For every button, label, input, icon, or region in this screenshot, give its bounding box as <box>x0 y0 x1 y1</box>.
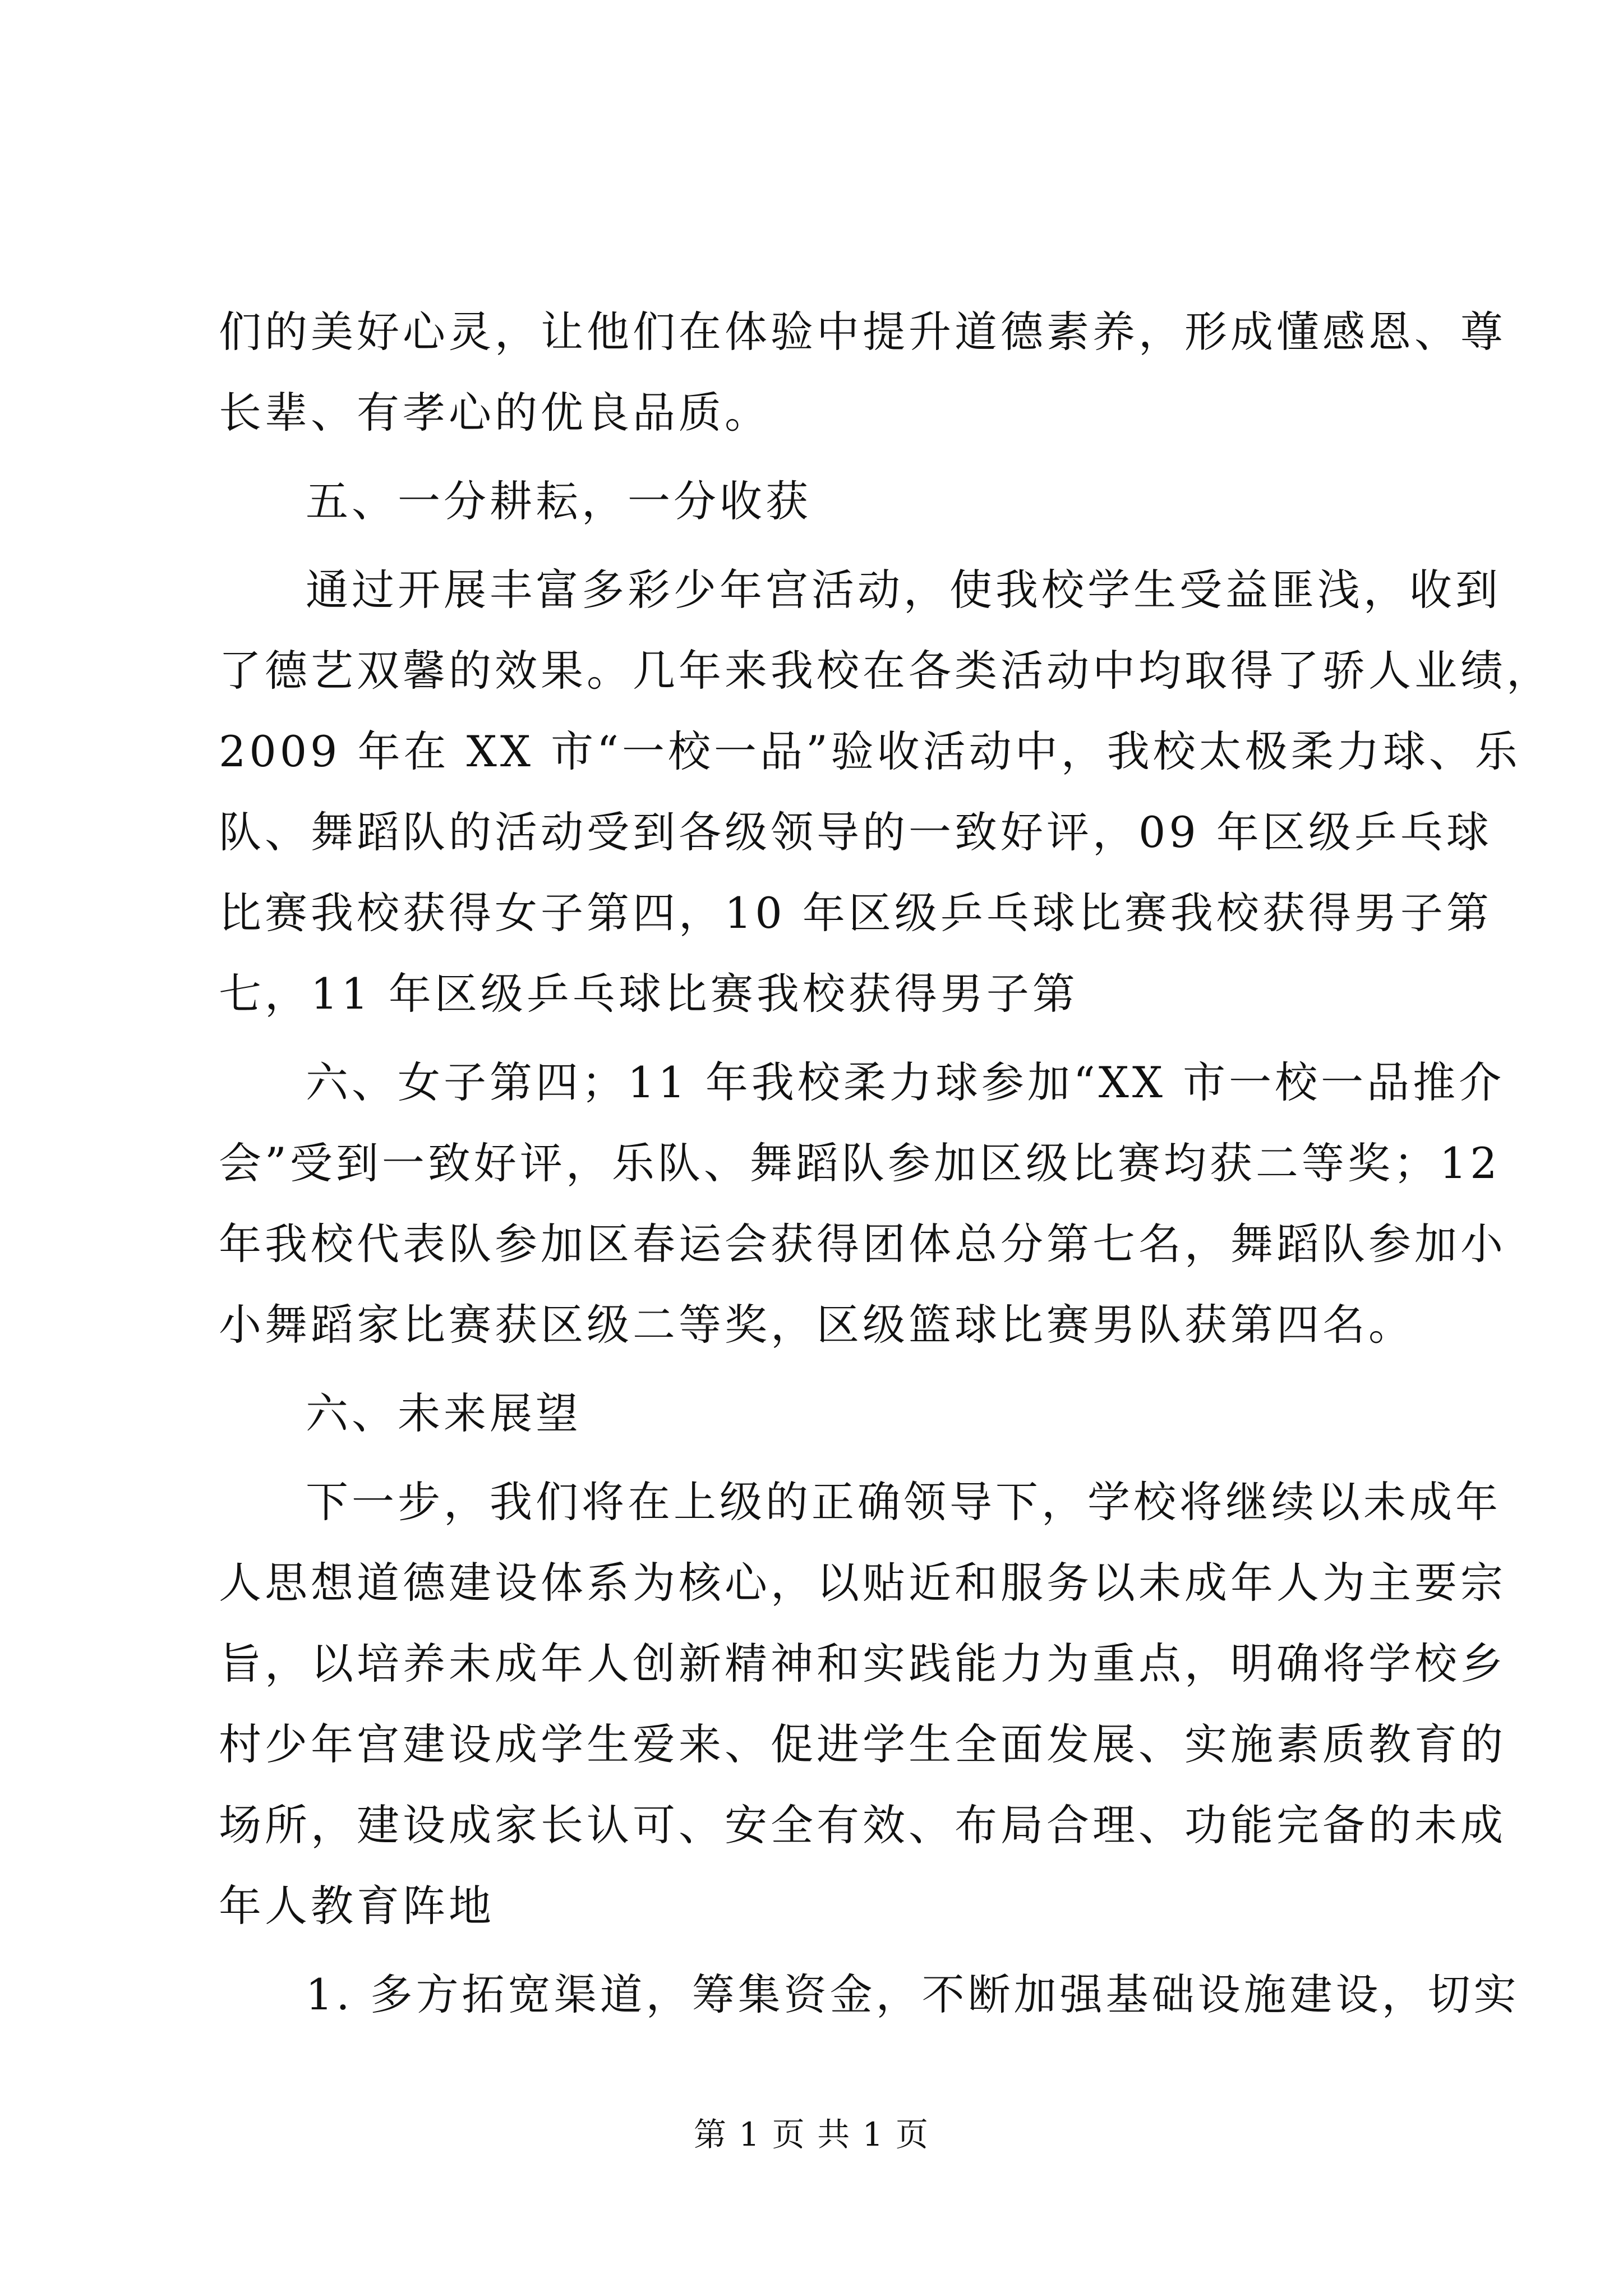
section-heading: 五、一分耕耘，一分收获 <box>306 476 811 526</box>
text-line: 长辈、有孝心的优良品质。 <box>219 388 771 438</box>
text-line: 会”受到一致好评，乐队、舞蹈队参加区级比赛均获二等奖；12 <box>219 1138 1501 1188</box>
list-item: 1. 多方拓宽渠道，筹集资金，不断加强基础设施建设，切实 <box>306 1970 1520 2019</box>
page-number-footer: 第 1 页 共 1 页 <box>694 2115 929 2154</box>
text-line: 们的美好心灵，让他们在体验中提升道德素养，形成懂感恩、尊 <box>219 307 1506 357</box>
text-line: 2009 年在 XX 市“一校一品”验收活动中，我校太极柔力球、乐 <box>219 726 1521 776</box>
paragraph-start: 下一步，我们将在上级的正确领导下，学校将继续以未成年 <box>306 1477 1501 1527</box>
paragraph-start: 六、女子第四；11 年我校柔力球参加“XX 市一校一品推介 <box>306 1057 1505 1107</box>
text-line: 队、舞蹈队的活动受到各级领导的一致好评，09 年区级乒乓球 <box>219 807 1492 857</box>
text-line: 人思想道德建设体系为核心，以贴近和服务以未成年人为主要宗 <box>219 1558 1506 1608</box>
text-line: 村少年宫建设成学生爱来、促进学生全面发展、实施素质教育的 <box>219 1719 1506 1769</box>
text-line: 七，11 年区级乒乓球比赛我校获得男子第 <box>219 969 1078 1019</box>
text-line: 年人教育阵地 <box>219 1881 495 1931</box>
document-body <box>219 292 1552 2035</box>
text-line: 旨，以培养未成年人创新精神和实践能力为重点，明确将学校乡 <box>219 1639 1506 1688</box>
text-line: 了德艺双馨的效果。几年来我校在各类活动中均取得了骄人业绩， <box>219 646 1552 696</box>
text-line: 小舞蹈家比赛获区级二等奖，区级篮球比赛男队获第四名。 <box>219 1300 1414 1350</box>
section-heading: 六、未来展望 <box>306 1388 582 1438</box>
paragraph-start: 通过开展丰富多彩少年宫活动，使我校学生受益匪浅，收到 <box>306 565 1501 615</box>
text-line: 场所，建设成家长认可、安全有效、布局合理、功能完备的未成 <box>219 1800 1506 1850</box>
text-line: 年我校代表队参加区春运会获得团体总分第七名，舞蹈队参加小 <box>219 1219 1506 1269</box>
text-line: 比赛我校获得女子第四，10 年区级乒乓球比赛我校获得男子第 <box>219 888 1492 938</box>
